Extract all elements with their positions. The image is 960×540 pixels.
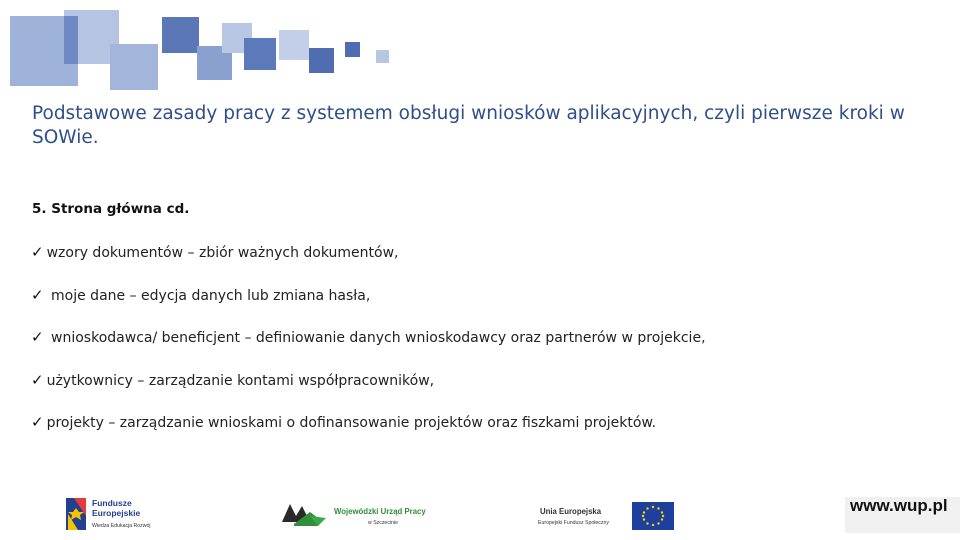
- section-heading: 5. Strona główna cd.: [32, 201, 190, 217]
- svg-text:Fundusze: Fundusze: [92, 498, 132, 508]
- eu-flag-icon: [538, 500, 678, 532]
- deco-square: [64, 16, 78, 64]
- bullet-item: [31, 371, 434, 389]
- bullet-item: [31, 243, 399, 261]
- website-url[interactable]: www.wup.pl: [850, 496, 948, 515]
- fundusze-europejskie-logo: [66, 494, 176, 532]
- deco-square: [309, 48, 334, 73]
- svg-text:Unia Europejska: Unia Europejska: [540, 507, 602, 516]
- checkmark-icon: ✓: [31, 371, 44, 389]
- deco-square: [279, 30, 309, 60]
- checkmark-icon: ✓: [31, 328, 44, 346]
- checkmark-icon: ✓: [31, 286, 44, 304]
- checkmark-icon: ✓: [31, 413, 44, 431]
- slide-title: Podstawowe zasady pracy z systemem obsługi wniosków aplikacyjnych, czyli pierwsze kroki w SOWie.: [32, 103, 905, 148]
- wup-emblem-icon: [280, 498, 430, 530]
- bullet-text: użytkownicy – zarządzanie kontami współpracowników,: [46, 373, 435, 389]
- bullet-text: wnioskodawca/ beneficjent – definiowanie danych wnioskodawcy oraz partnerów w projekcie,: [46, 330, 706, 346]
- svg-text:Europejskie: Europejskie: [92, 508, 141, 518]
- bullet-text: wzory dokumentów – zbiór ważnych dokumentów,: [46, 245, 399, 261]
- bullet-item: [31, 328, 706, 346]
- bullet-item: [31, 286, 370, 304]
- deco-square: [244, 38, 276, 70]
- svg-text:w Szczecinie: w Szczecinie: [368, 520, 398, 526]
- wup-logo: [280, 498, 430, 530]
- svg-text:Wiedza Edukacja Rozwój: Wiedza Edukacja Rozwój: [92, 523, 151, 529]
- deco-square: [376, 50, 389, 63]
- svg-text:Europejski Fundusz Społeczny: Europejski Fundusz Społeczny: [538, 520, 609, 526]
- fe-emblem-icon: [66, 494, 176, 532]
- deco-square: [162, 17, 199, 53]
- bullet-text: moje dane – edycja danych lub zmiana hasła,: [46, 288, 371, 304]
- deco-square: [110, 44, 158, 90]
- deco-square: [345, 42, 360, 57]
- svg-text:Wojewódzki Urząd Pracy: Wojewódzki Urząd Pracy: [334, 507, 426, 516]
- bullet-text: projekty – zarządzanie wnioskami o dofinansowanie projektów oraz fiszkami projektów.: [46, 415, 657, 431]
- bullet-item: [31, 413, 656, 431]
- unia-europejska-logo: [538, 500, 678, 532]
- checkmark-icon: ✓: [31, 243, 44, 261]
